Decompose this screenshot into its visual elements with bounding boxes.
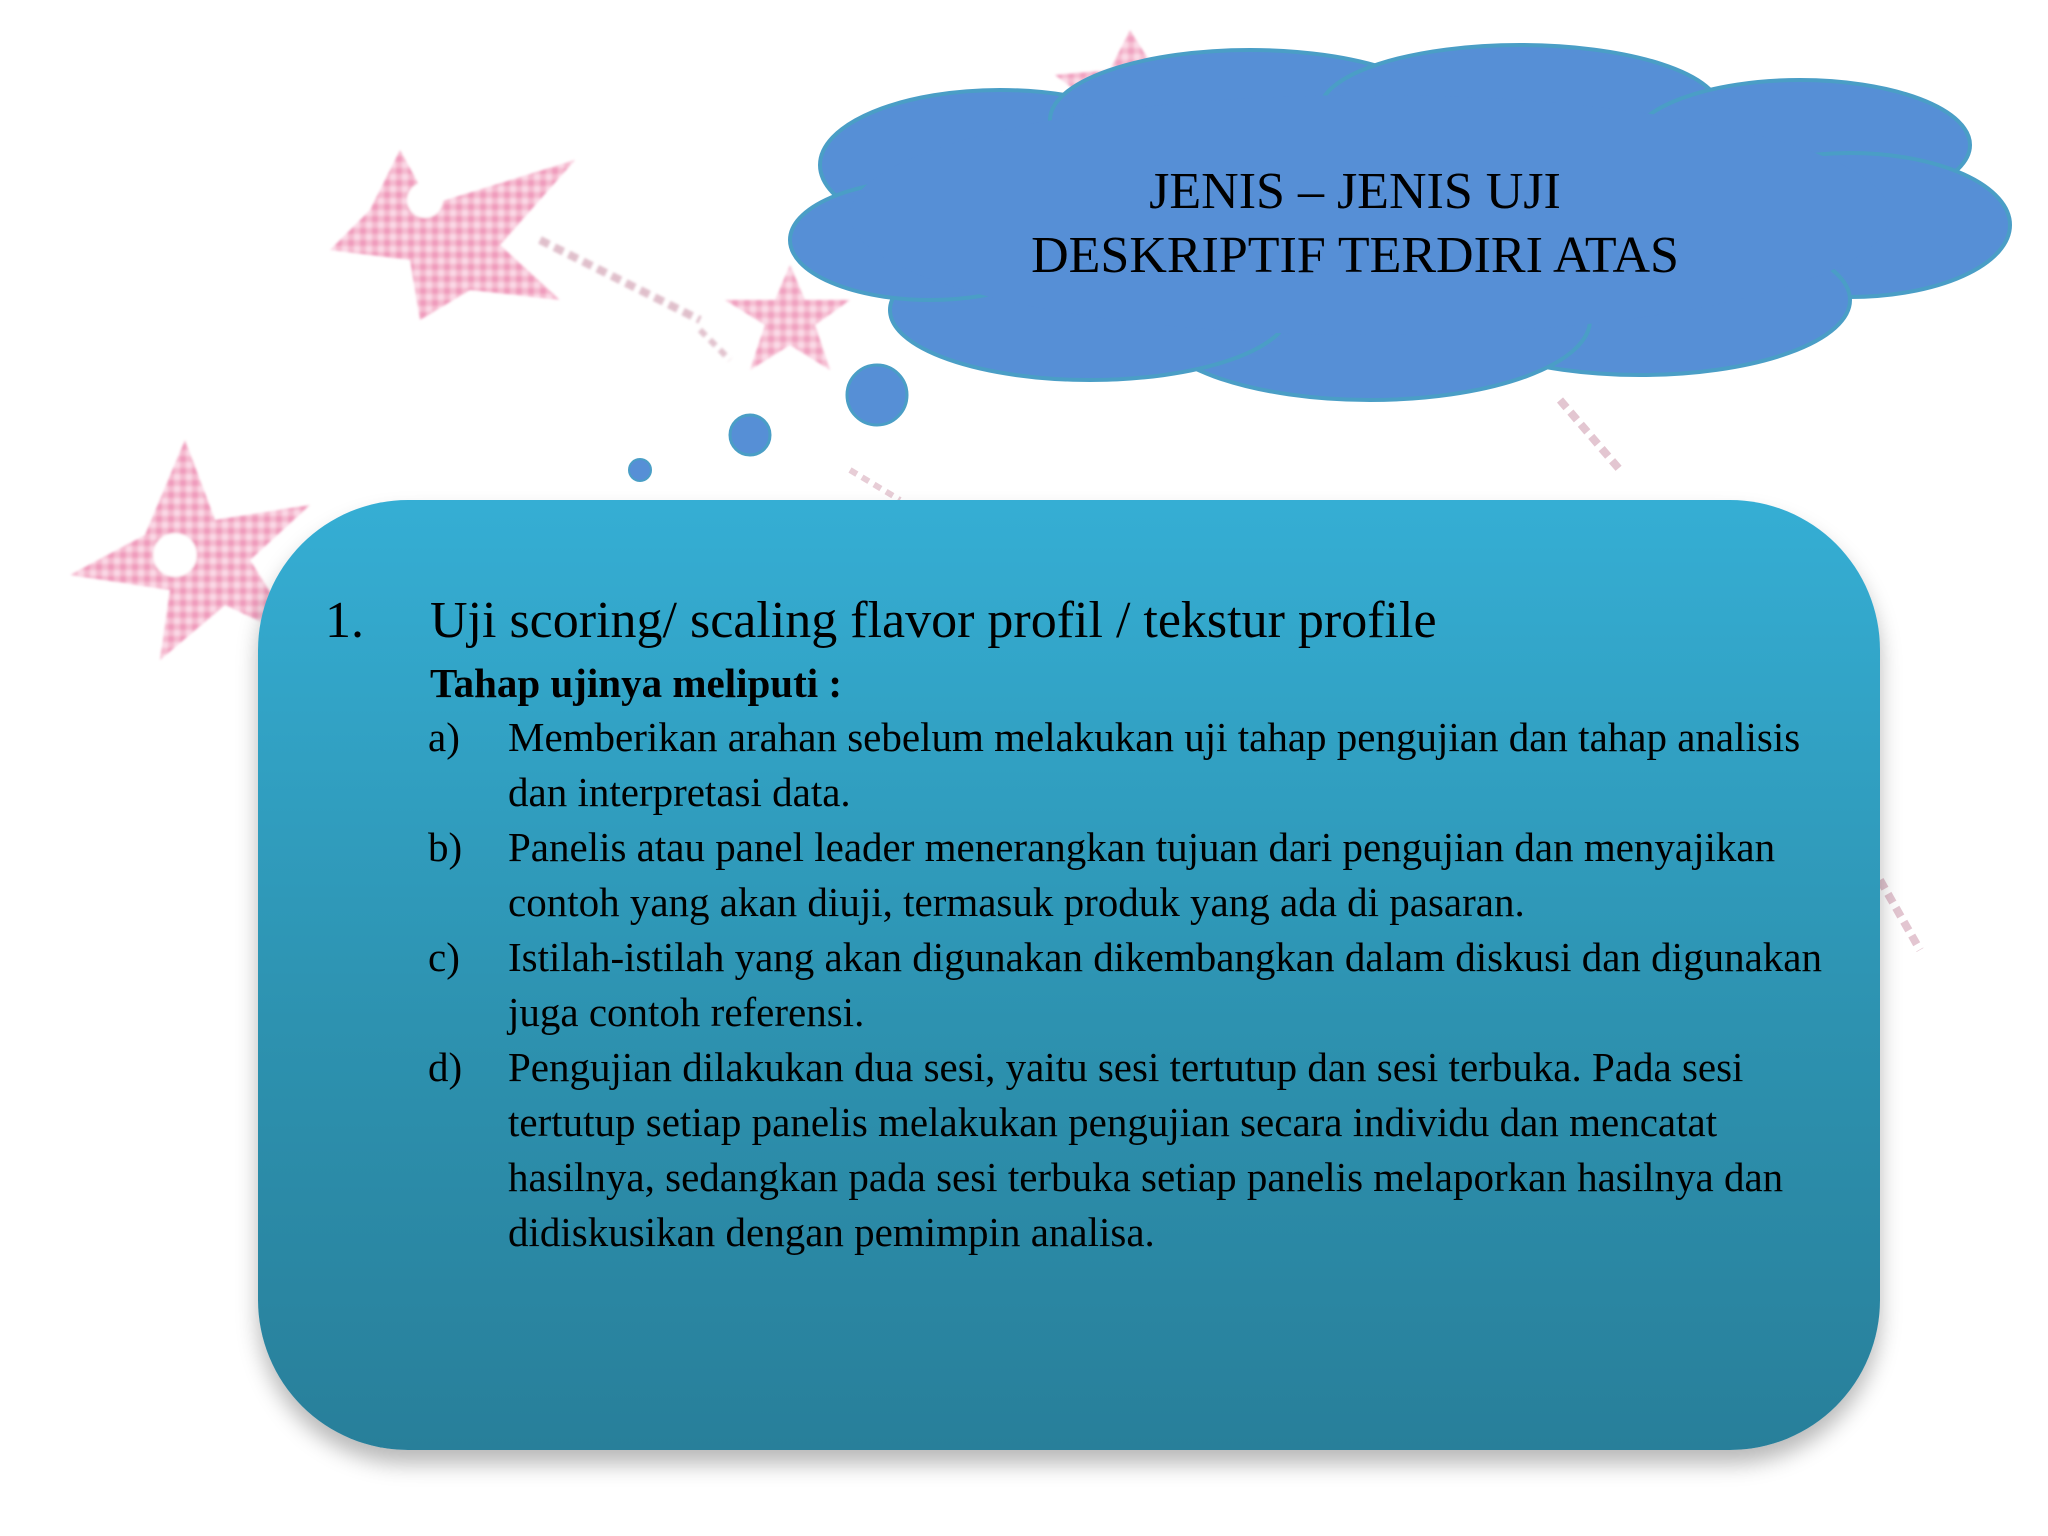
steps-list bbox=[428, 710, 1828, 1260]
slide-title bbox=[960, 160, 1750, 288]
thought-bubble-medium-icon bbox=[730, 415, 770, 455]
list-item bbox=[428, 1040, 1828, 1260]
list-item bbox=[428, 930, 1828, 1040]
list-item bbox=[428, 710, 1828, 820]
list-marker: c) bbox=[428, 934, 460, 980]
thought-bubble-large-icon bbox=[847, 365, 907, 425]
list-item-text: Pengujian dilakukan dua sesi, yaitu sesi tertutup dan sesi terbuka. Pada sesi tertutup setiap panelis melakukan pengujian secara individu dan mencatat hasilnya, sedangkan pada sesi terbuka setiap panelis melaporkan hasilnya dan didiskusikan dengan pemimpin analisa. bbox=[508, 1044, 1784, 1255]
list-marker: a) bbox=[428, 714, 460, 760]
slide-title-line-2: DESKRIPTIF TERDIRI ATAS bbox=[1031, 227, 1679, 284]
slide-title-line-1: JENIS – JENIS UJI bbox=[1149, 163, 1561, 220]
thought-bubble-small-icon bbox=[629, 459, 651, 481]
section-number: 1. bbox=[325, 592, 364, 649]
subheading: Tahap ujinya meliputi : bbox=[430, 660, 843, 706]
list-item-text: Panelis atau panel leader menerangkan tujuan dari pengujian dan menyajikan contoh yang akan diuji, termasuk produk yang ada di pasaran. bbox=[508, 824, 1776, 925]
list-marker: b) bbox=[428, 824, 463, 870]
list-item-text: Istilah-istilah yang akan digunakan dikembangkan dalam diskusi dan digunakan juga contoh referensi. bbox=[508, 934, 1822, 1035]
section-heading-text: Uji scoring/ scaling flavor profil / tekstur profile bbox=[430, 592, 1437, 649]
list-item bbox=[428, 820, 1828, 930]
list-item-text: Memberikan arahan sebelum melakukan uji tahap pengujian dan tahap analisis dan interpretasi data. bbox=[508, 714, 1801, 815]
section-heading bbox=[325, 590, 1437, 652]
list-marker: d) bbox=[428, 1044, 463, 1090]
